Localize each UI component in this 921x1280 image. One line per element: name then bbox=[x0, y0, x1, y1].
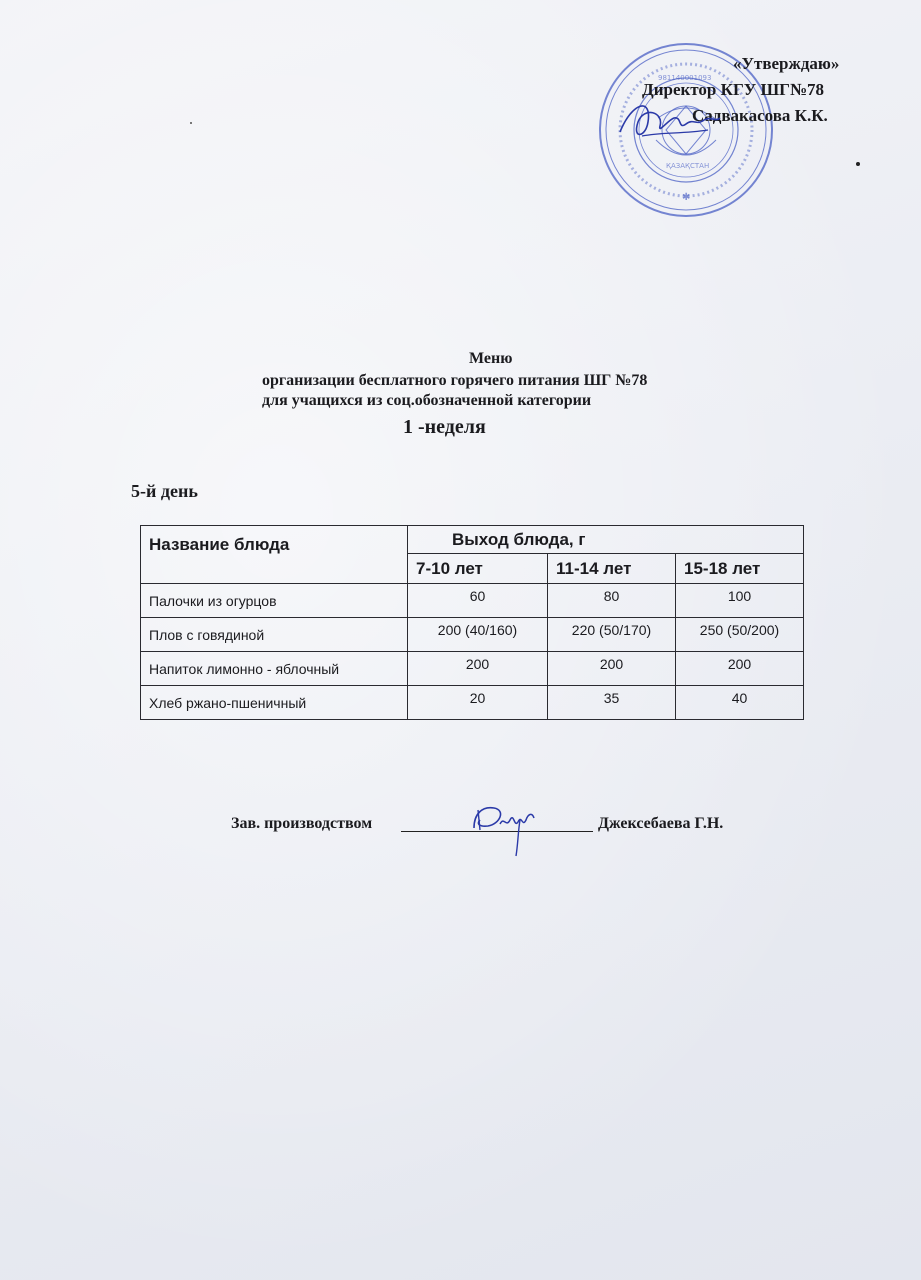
approval-name: Садвакасова К.К. bbox=[692, 106, 828, 125]
director-signature bbox=[612, 92, 722, 152]
header-age-15-18: 15-18 лет bbox=[676, 554, 804, 584]
yield-value: 100 bbox=[676, 584, 804, 618]
svg-text:981140001093: 981140001093 bbox=[658, 74, 712, 82]
dish-name: Напиток лимонно - яблочный bbox=[141, 652, 408, 686]
paper-speck bbox=[190, 122, 192, 124]
table-row bbox=[141, 584, 804, 618]
signature-role: Зав. производством bbox=[231, 815, 373, 832]
approval-heading: «Утверждаю» bbox=[733, 54, 840, 73]
table-row bbox=[141, 618, 804, 652]
manager-signature bbox=[460, 798, 550, 860]
title-category: для учащихся из соц.обозначенной категории bbox=[262, 392, 592, 409]
yield-value: 220 (50/170) bbox=[548, 618, 676, 652]
header-yield: Выход блюда, г bbox=[408, 526, 804, 554]
dish-name: Плов с говядиной bbox=[141, 618, 408, 652]
yield-value: 20 bbox=[408, 686, 548, 720]
dish-name: Палочки из огурцов bbox=[141, 584, 408, 618]
title-menu: Меню bbox=[469, 350, 513, 367]
table-header-row bbox=[141, 526, 804, 554]
yield-value: 250 (50/200) bbox=[676, 618, 804, 652]
ink-dot bbox=[856, 162, 860, 166]
yield-value: 200 bbox=[676, 652, 804, 686]
yield-value: 60 bbox=[408, 584, 548, 618]
yield-value: 35 bbox=[548, 686, 676, 720]
header-age-7-10: 7-10 лет bbox=[408, 554, 548, 584]
title-week: 1 -неделя bbox=[403, 416, 486, 438]
yield-value: 200 bbox=[548, 652, 676, 686]
yield-value: 80 bbox=[548, 584, 676, 618]
table-row bbox=[141, 686, 804, 720]
svg-text:ҚАЗАҚСТАН: ҚАЗАҚСТАН bbox=[666, 162, 710, 170]
dish-name: Хлеб ржано-пшеничный bbox=[141, 686, 408, 720]
yield-value: 200 bbox=[408, 652, 548, 686]
yield-value: 40 bbox=[676, 686, 804, 720]
svg-text:✱: ✱ bbox=[682, 192, 691, 203]
header-dish-name: Название блюда bbox=[141, 526, 408, 584]
header-age-11-14: 11-14 лет bbox=[548, 554, 676, 584]
menu-table bbox=[140, 525, 804, 720]
title-organization: организации бесплатного горячего питания ШГ №78 bbox=[262, 372, 648, 389]
signature-name: Джексебаева Г.Н. bbox=[598, 815, 724, 832]
approval-position: Директор КГУ ШГ№78 bbox=[642, 80, 825, 99]
day-heading: 5-й день bbox=[131, 481, 198, 501]
yield-value: 200 (40/160) bbox=[408, 618, 548, 652]
table-row bbox=[141, 652, 804, 686]
